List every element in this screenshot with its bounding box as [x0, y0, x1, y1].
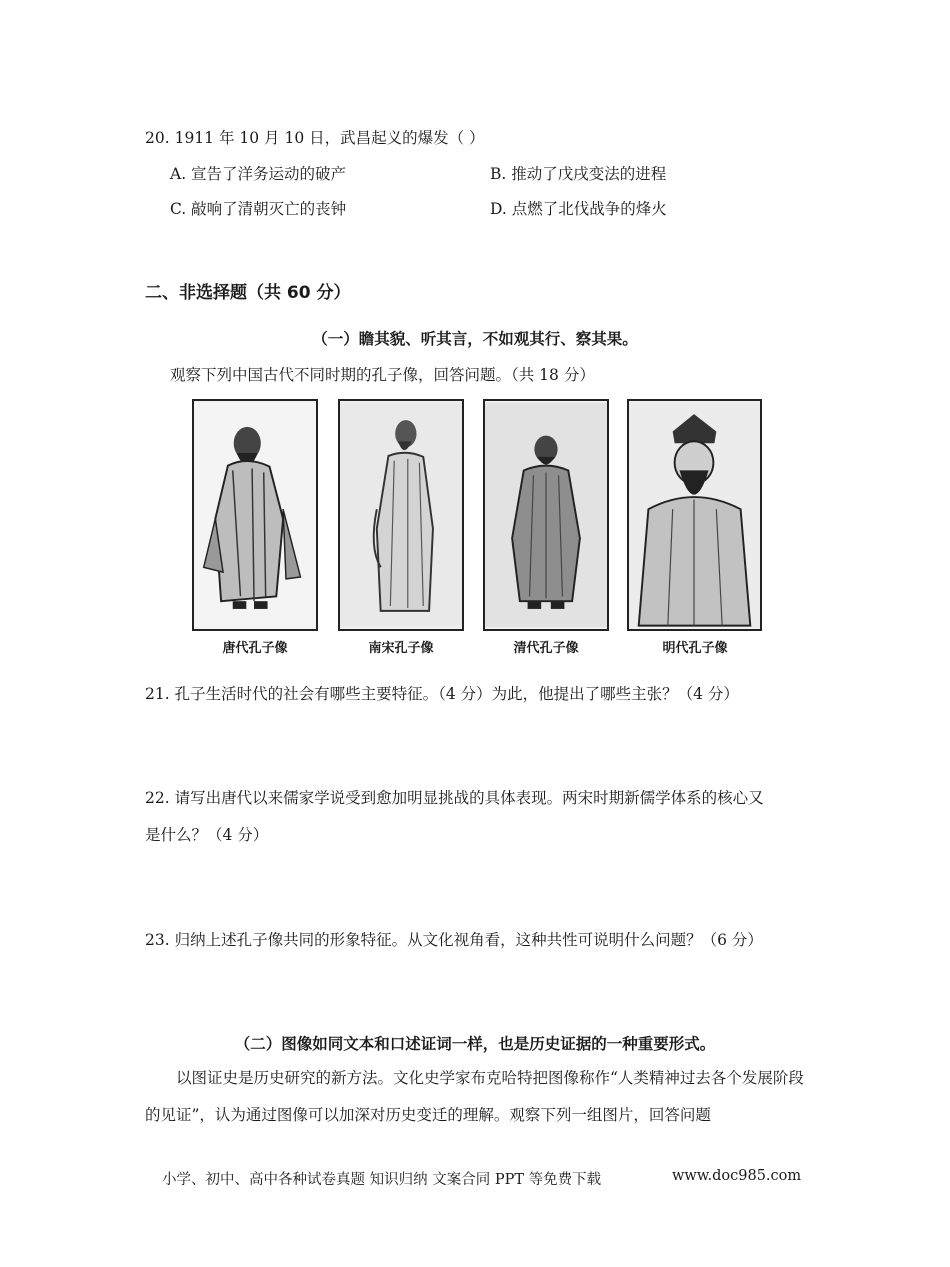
portrait-southern-song — [338, 399, 464, 631]
southern-song-portrait-image — [340, 401, 462, 629]
portrait-qing — [483, 399, 609, 631]
portrait-caption-tang: 唐代孔子像 — [222, 641, 288, 656]
q21: 21. 孔子生活时代的社会有哪些主要特征。（4 分）为此，他提出了哪些主张？（4 分） — [145, 685, 739, 703]
portrait-figure — [192, 399, 762, 661]
part2-paragraph: 以图证史是历史研究的新方法。文化史学家布克哈特把图像称作“人类精神过去各个发展阶段的见证”，认为通过图像可以加深对历史变迁的理解。观察下列一组图片，回答问题 — [145, 1069, 804, 1124]
q23: 23. 归纳上述孔子像共同的形象特征。从文化视角看，这种共性可说明什么问题？（6 分） — [145, 931, 763, 949]
q20-option-a: A. 宣告了洋务运动的破产 — [170, 165, 347, 183]
part1-title: （一）瞻其貌、听其言，不如观其行、察其果。 — [312, 330, 638, 348]
qing-portrait-image — [485, 401, 607, 629]
portrait-caption-southern-song: 南宋孔子像 — [368, 641, 434, 656]
section-title: 二、非选择题（共 60 分） — [145, 283, 351, 303]
q22-line1: 22. 请写出唐代以来儒家学说受到愈加明显挑战的具体表现。两宋时期新儒学体系的核心又 — [145, 789, 764, 807]
q22-line2: 是什么？（4 分） — [145, 826, 269, 844]
part1-intro: 观察下列中国古代不同时期的孔子像，回答问题。（共 18 分） — [170, 366, 595, 384]
portrait-ming — [627, 399, 762, 631]
q20-option-b: B. 推动了戊戌变法的进程 — [490, 165, 667, 183]
portrait-tang — [192, 399, 318, 631]
q20-option-c: C. 敲响了清朝灭亡的丧钟 — [170, 200, 347, 218]
tang-portrait-image — [194, 401, 316, 629]
footer-text: 小学、初中、高中各种试卷真题 知识归纳 文案合同 PPT 等免费下载 — [162, 1172, 602, 1188]
portrait-caption-qing: 清代孔子像 — [513, 641, 579, 656]
q20-option-d: D. 点燃了北伐战争的烽火 — [490, 200, 667, 218]
footer-url: www.doc985.com — [672, 1168, 802, 1184]
q20-stem: 20. 1911 年 10 月 10 日，武昌起义的爆发（ ） — [145, 129, 485, 147]
part2-title: （二）图像如同文本和口述证词一样，也是历史证据的一种重要形式。 — [234, 1035, 716, 1053]
ming-portrait-image — [629, 401, 760, 629]
portrait-caption-ming: 明代孔子像 — [662, 641, 728, 656]
